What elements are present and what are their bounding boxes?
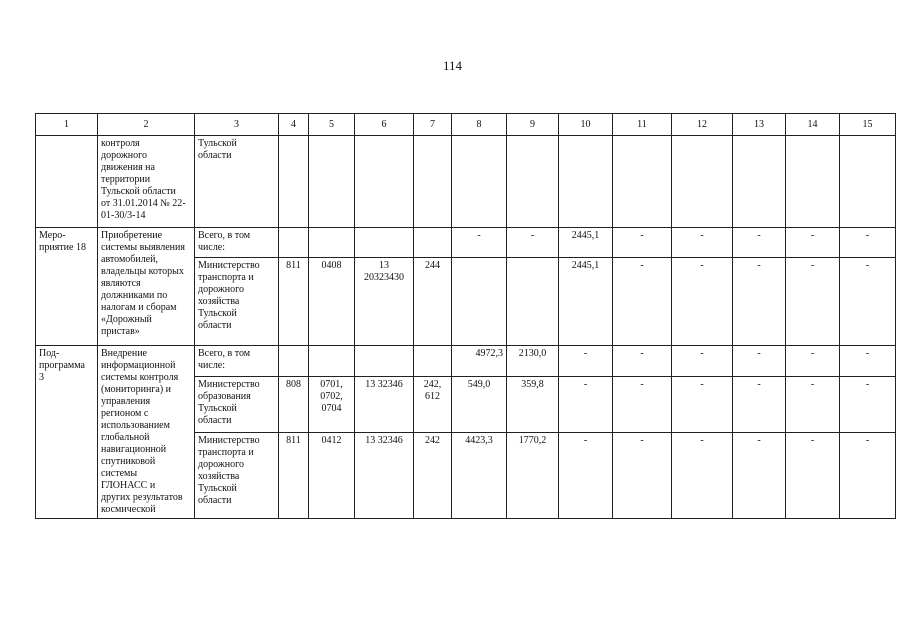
row-label: Под- программа 3 (36, 346, 98, 519)
table-cell: 808 (279, 376, 309, 432)
table-cell: - (786, 376, 840, 432)
table-row (36, 346, 896, 377)
table-cell (414, 228, 452, 258)
table-cell: - (672, 376, 733, 432)
table-cell: - (559, 433, 613, 519)
table-cell: 4972,3 (452, 346, 507, 377)
table-cell (279, 136, 309, 228)
table-cell: 0412 (309, 433, 355, 519)
table-cell: - (733, 258, 786, 346)
column-header: 1 (36, 114, 98, 136)
table-cell: контроля дорожного движения на территории Тульской области от 31.01.2014 № 22- 01-30/3-14 (98, 136, 195, 228)
column-header: 3 (195, 114, 279, 136)
table-cell: 359,8 (507, 376, 559, 432)
table-cell: 13 20323430 (355, 258, 414, 346)
table-cell: - (507, 228, 559, 258)
table-row (36, 228, 896, 258)
table-cell: Всего, в том числе: (195, 228, 279, 258)
table-cell: 811 (279, 258, 309, 346)
table-cell: 242 (414, 433, 452, 519)
table-cell (613, 136, 672, 228)
table-cell (507, 136, 559, 228)
table-cell: - (613, 376, 672, 432)
table-cell: - (786, 258, 840, 346)
table-cell: - (672, 346, 733, 377)
table-cell (414, 346, 452, 377)
column-header: 15 (840, 114, 896, 136)
table-cell: Тульской области (195, 136, 279, 228)
table-cell: - (733, 433, 786, 519)
table-cell: 242, 612 (414, 376, 452, 432)
table-cell: - (613, 433, 672, 519)
table-cell (452, 136, 507, 228)
column-header: 9 (507, 114, 559, 136)
column-header: 6 (355, 114, 414, 136)
table-cell: 0408 (309, 258, 355, 346)
table-cell (279, 228, 309, 258)
table-cell: - (733, 346, 786, 377)
column-header: 14 (786, 114, 840, 136)
table-cell: 2130,0 (507, 346, 559, 377)
column-header: 4 (279, 114, 309, 136)
table-cell: Министерство транспорта и дорожного хозяйства Тульской области (195, 433, 279, 519)
table-cell (414, 136, 452, 228)
table-cell (507, 258, 559, 346)
table-cell: - (733, 228, 786, 258)
table-cell: Всего, в том числе: (195, 346, 279, 377)
table-cell (672, 136, 733, 228)
table-cell: - (840, 433, 896, 519)
table-cell: 0701, 0702, 0704 (309, 376, 355, 432)
row-description: Внедрение информационной системы контроля (мониторинга) и управления регионом с использованием глобальной навигационной спутниковой системы ГЛОНАСС и других результатов космической (98, 346, 195, 519)
table-cell: - (613, 346, 672, 377)
table-cell (733, 136, 786, 228)
column-header: 2 (98, 114, 195, 136)
table-cell (355, 136, 414, 228)
table-cell (840, 136, 896, 228)
table-cell (36, 136, 98, 228)
row-label: Меро- приятие 18 (36, 228, 98, 346)
table-cell (452, 258, 507, 346)
table-row (36, 136, 896, 228)
table-cell: - (786, 433, 840, 519)
table-cell: 13 32346 (355, 433, 414, 519)
column-header: 13 (733, 114, 786, 136)
column-header: 8 (452, 114, 507, 136)
table-cell: 2445,1 (559, 258, 613, 346)
table-cell: - (840, 258, 896, 346)
table-cell: - (672, 433, 733, 519)
table-cell (279, 346, 309, 377)
table-cell: - (840, 376, 896, 432)
column-header: 10 (559, 114, 613, 136)
page-number: 114 (442, 58, 463, 73)
table-cell (309, 136, 355, 228)
table-cell (309, 228, 355, 258)
table-cell (786, 136, 840, 228)
table-cell: - (672, 258, 733, 346)
table-cell: 2445,1 (559, 228, 613, 258)
program-budget-table (35, 113, 896, 519)
table-cell (309, 346, 355, 377)
table-cell: 4423,3 (452, 433, 507, 519)
table-cell: 244 (414, 258, 452, 346)
table-cell: - (613, 228, 672, 258)
table-cell: 549,0 (452, 376, 507, 432)
column-header: 7 (414, 114, 452, 136)
table-cell: - (840, 346, 896, 377)
table-cell: Министерство образования Тульской области (195, 376, 279, 432)
table-cell: - (452, 228, 507, 258)
table-cell (355, 228, 414, 258)
table-cell: - (559, 376, 613, 432)
table-cell: Министерство транспорта и дорожного хозяйства Тульской области (195, 258, 279, 346)
table-cell: - (786, 228, 840, 258)
table-cell: - (840, 228, 896, 258)
column-header: 5 (309, 114, 355, 136)
column-header: 11 (613, 114, 672, 136)
table-cell: - (559, 346, 613, 377)
table-cell (559, 136, 613, 228)
header-row (36, 114, 896, 136)
table-cell: 811 (279, 433, 309, 519)
row-description: Приобретение системы выявления автомобилей, владельцы которых являются должниками по налогам и сборам «Дорожный пристав» (98, 228, 195, 346)
table-cell: - (613, 258, 672, 346)
table-cell: - (672, 228, 733, 258)
table-cell: - (786, 346, 840, 377)
table-cell: 1770,2 (507, 433, 559, 519)
table-cell: 13 32346 (355, 376, 414, 432)
table-cell: - (733, 376, 786, 432)
column-header: 12 (672, 114, 733, 136)
table-cell (355, 346, 414, 377)
